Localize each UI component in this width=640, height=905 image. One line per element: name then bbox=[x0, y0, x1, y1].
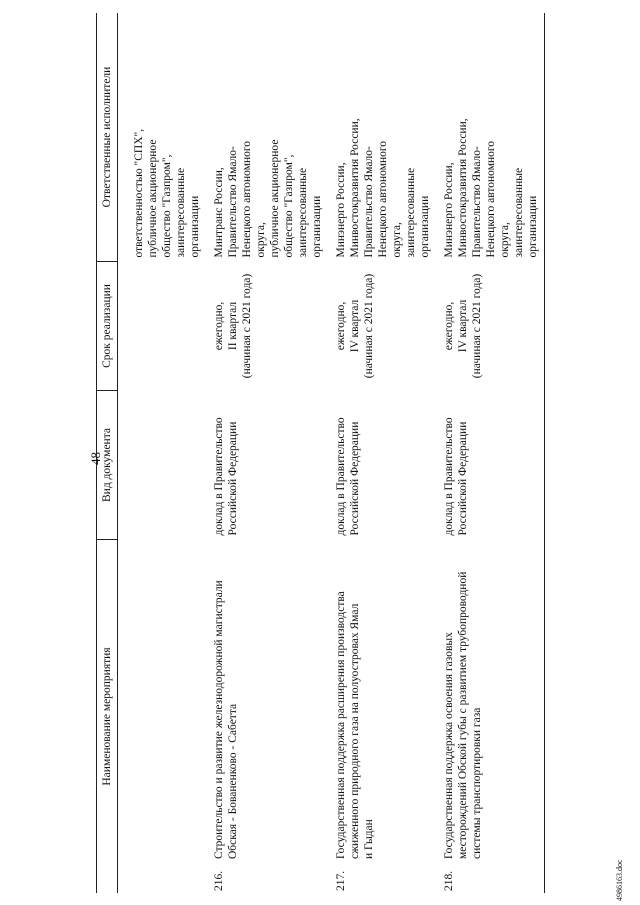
table-header-row bbox=[97, 13, 118, 893]
header-term: Срок реализации bbox=[97, 262, 118, 391]
page-number: 48 bbox=[88, 452, 103, 465]
table-row bbox=[436, 13, 545, 893]
continuation-row bbox=[118, 13, 207, 893]
row-number: 216. bbox=[213, 870, 225, 891]
measures-table bbox=[96, 13, 545, 893]
resp-line: общество "Газпром", bbox=[161, 154, 173, 258]
resp-cell: Минэнерго России, Минвостокразвития России, Правительство Ямало- Ненецкого автономного округа, заинтересованные организации bbox=[335, 118, 431, 258]
term-cell: ежегодно, IV квартал (начиная с 2021 года) bbox=[335, 273, 375, 379]
resp-line: организации bbox=[189, 195, 201, 258]
resp-cell: Минтранс России, Правительство Ямало- Ненецкого автономного округа, публичное акционерное общество "Газпром", заинтересованные организации bbox=[213, 139, 323, 258]
doc-cell: доклад в Правительство Российской Федерации bbox=[436, 391, 545, 540]
name-cell: Государственная поддержка расширения производства сжиженного природного газа на полуостровах Ямал и Гыдан bbox=[335, 591, 375, 859]
resp-line: публичное акционерное bbox=[147, 139, 159, 258]
header-name: Наименование мероприятия bbox=[97, 540, 118, 894]
term-cell: ежегодно, II квартал (начиная с 2021 года) bbox=[213, 273, 253, 379]
resp-line: ответственностью "СПХ", bbox=[133, 128, 145, 258]
name-cell: Строительство и развитие железнодорожной магистрали Обская - Бованенково - Сабетта bbox=[213, 580, 239, 859]
doc-cell: доклад в Правительство Российской Федерации bbox=[213, 417, 239, 536]
table-row bbox=[328, 13, 436, 893]
header-resp: Ответственные исполнители bbox=[97, 13, 118, 262]
name-cell: Государственная поддержка освоения газовых месторождений Обской губы с развитием трубопроводной системы транспортировки газа bbox=[436, 540, 545, 864]
resp-cell bbox=[118, 13, 207, 262]
term-cell: ежегодно, IV квартал (начиная с 2021 года) bbox=[436, 262, 545, 391]
doc-cell: доклад в Правительство Российской Федерации bbox=[335, 417, 361, 536]
resp-line: заинтересованные bbox=[175, 167, 187, 258]
row-number: 218. bbox=[436, 863, 545, 893]
table-row bbox=[206, 13, 328, 893]
header-doc: Вид документа bbox=[97, 391, 118, 540]
document-footer: 4986163.doc bbox=[615, 859, 624, 901]
resp-cell: Минэнерго России, Минвостокразвития России, Правительство Ямало- Ненецкого автономного округа, заинтересованные организации bbox=[436, 13, 545, 262]
row-number: 217. bbox=[335, 870, 347, 891]
